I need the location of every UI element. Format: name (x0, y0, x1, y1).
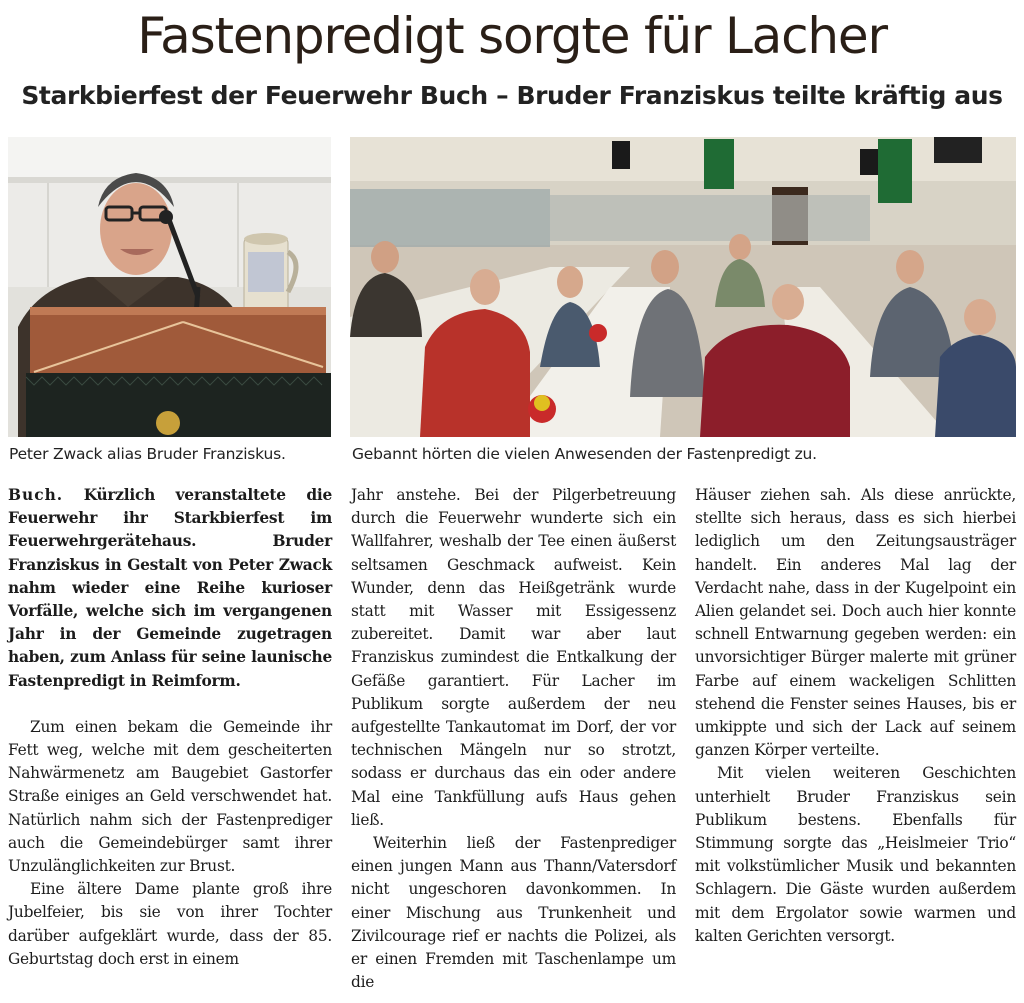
paragraph-2-start: Eine ältere Dame plante groß ihre Jubelfeier, bis sie von ihrer Tochter darüber aufgeklärt wurde, dass der 85. Geburtstag doch erst in einem (8, 880, 332, 968)
audience-photo-illustration (350, 137, 1016, 437)
left-photo-caption: Peter Zwack alias Bruder Franziskus. (9, 445, 286, 463)
paragraph-3-continued: Häuser ziehen sah. Als diese anrückte, stellte sich heraus, dass es sich hierbei lediglich um den Zeitungsausträger handelt. Ein anderes Mal lag der Verdacht nahe, dass in der Kugelpoint ein Alien gelandet sei. Doch auch hier konnte schnell Entwarnung gegeben werden: ein unvorsichtiger Bürger malerte mit grüner Farbe auf einem wackeligen Schlitten stehend die Fenster seines Hauses, bis er umkippte und sich der Lack auf seinem ganzen Körper verteilte. (695, 486, 1016, 760)
article-column-1 (8, 484, 332, 971)
headline: Fastenpredigt sorgte für Lacher (137, 7, 887, 65)
audience-photo (350, 137, 1016, 437)
article-column-3 (695, 484, 1016, 948)
paragraph-2-continued: Jahr anstehe. Bei der Pilgerbetreuung durch die Feuerwehr wunderte sich ein Wallfahrer, weshalb der Tee einen äußerst seltsamen Geschmack aufweist. Kein Wunder, denn das Heißgetränk wurde statt mit Wasser mit Essigessenz zubereitet. Damit war aber laut Franziskus zumindest die Entkalkung der Gefäße garantiert. Für Lacher im Publikum sorgte außerdem der neu aufgestellte Tankautomat im Dorf, der vor technischen Mängeln nur so strotzt, sodass er durchaus das ein oder andere Mal eine Tankfüllung aufs Haus gehen ließ. (351, 486, 676, 829)
lead-text: Kürzlich veranstaltete die Feuerwehr ihr Starkbierfest im Feuerwehrgerätehaus. Bruder Franziskus in Gestalt von Peter Zwack nahm wieder eine Reihe kurioser Vorfälle, welche sich im vergangenen Jahr in der Gemeinde zugetragen haben, zum Anlass für seine launische Fastenpredigt in Reimform. (8, 486, 332, 690)
article-column-2 (351, 484, 676, 994)
paragraph-4: Mit vielen weiteren Geschichten unterhielt Bruder Franziskus sein Publikum bestens. Ebenfalls für Stimmung sorgte das „Heislmeier Trio“ mit volkstümlicher Musik und bekannten Schlagern. Die Gäste wurden außerdem mit dem Ergolator sowie warmen und kalten Gerichten versorgt. (695, 764, 1016, 945)
lead-paragraph (8, 484, 332, 693)
speaker-photo-illustration (8, 137, 331, 437)
right-photo-caption: Gebannt hörten die vielen Anwesenden der Fastenpredigt zu. (352, 445, 817, 463)
paragraph-3-start: Weiterhin ließ der Fastenprediger einen jungen Mann aus Thann/Vatersdorf nicht ungeschoren davonkommen. In einer Mischung aus Trunkenheit und Zivilcourage rief er nachts die Polizei, als er einen Fremden mit Taschenlampe um die (351, 834, 676, 992)
speaker-photo (8, 137, 331, 437)
dateline: Buch. (8, 486, 64, 504)
paragraph-1: Zum einen bekam die Gemeinde ihr Fett weg, welche mit dem gescheiterten Nahwärmenetz am Baugebiet Gastorfer Straße einiges an Geld verschwendet hat. Natürlich nahm sich der Fastenprediger auch die Gemeindebürger samt ihrer Unzulänglichkeiten zur Brust. (8, 717, 332, 876)
subheadline: Starkbierfest der Feuerwehr Buch – Bruder Franziskus teilte kräftig aus (21, 81, 1003, 110)
